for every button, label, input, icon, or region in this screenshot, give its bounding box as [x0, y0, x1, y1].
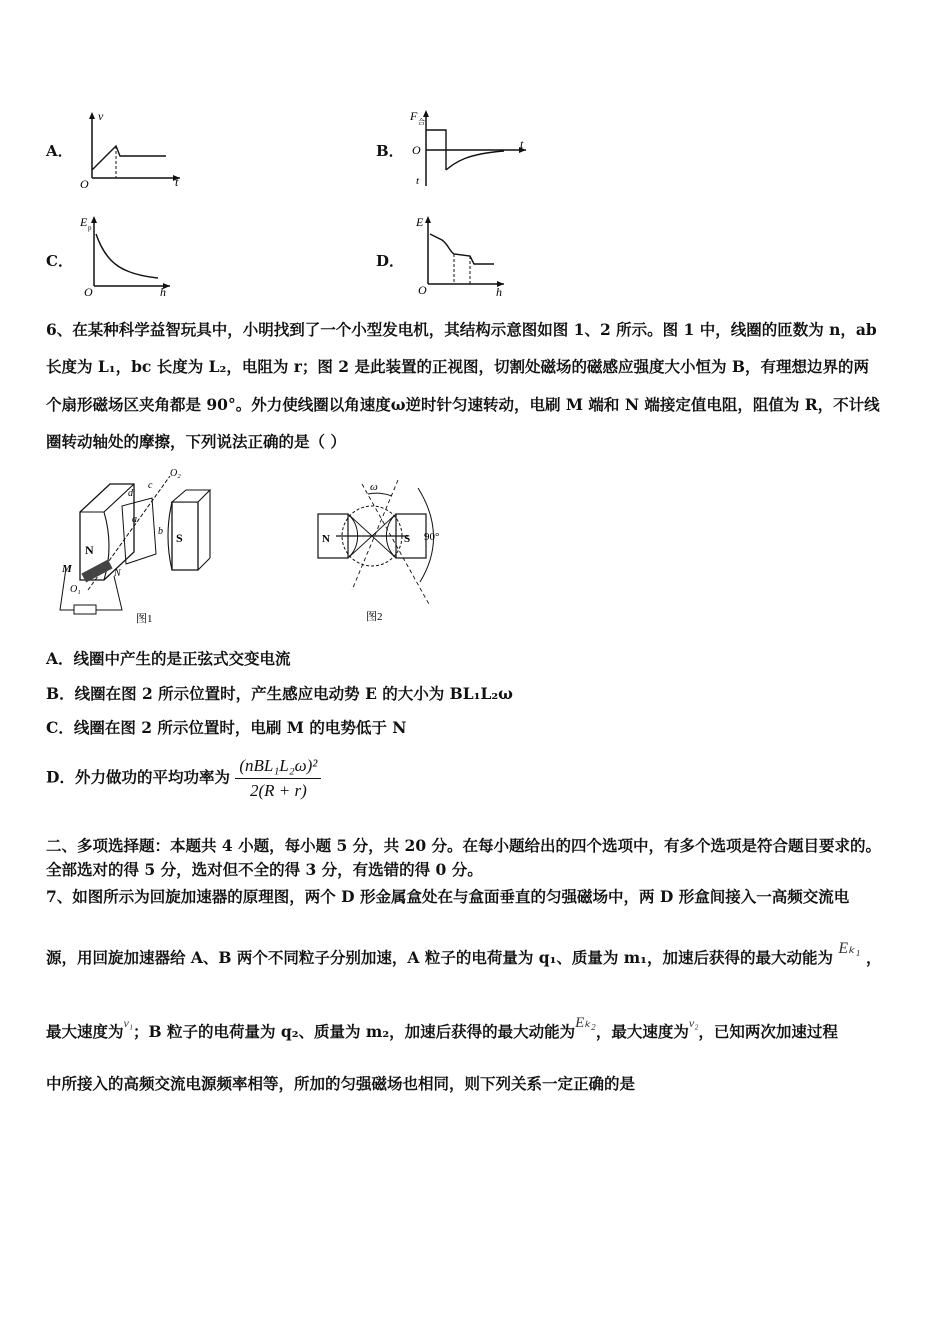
symbol-ek2: Eₖ₂ [575, 1015, 596, 1031]
fig1-caption: 图1 [136, 613, 153, 625]
fig2-caption: 图2 [366, 611, 383, 623]
graph-b-force-time [404, 106, 534, 190]
graph-a-velocity-time [80, 108, 190, 188]
y-axis-arrow [89, 112, 95, 119]
y-label-sub: 合 [418, 118, 425, 126]
label-a: a [132, 514, 137, 525]
q6-line-3: 个扇形磁场区夹角都是 90°。外力使线圈以角速度ω逆时针匀速转动，电刷 M 端和 N 端接定值电阻，阻值为 R，不计线 [46, 395, 880, 414]
resistor [74, 605, 96, 614]
origin-label: O [418, 283, 427, 297]
label-omega: ω [370, 481, 378, 493]
graph-c-potential-height [80, 212, 180, 296]
q6-option-c: C．线圈在图 2 所示位置时，电刷 M 的电势低于 N [46, 718, 407, 737]
option-d-label: D． [376, 252, 405, 270]
q7-line-3-c: ，最大速度为 [595, 1022, 689, 1041]
q6-option-a: A．线圈中产生的是正弦式交变电流 [46, 649, 291, 668]
figure-1-generator [52, 462, 222, 630]
power-formula [235, 756, 321, 801]
graph-d-energy-height [412, 212, 512, 300]
neg-label: t [416, 175, 420, 187]
y-label-sub: p [88, 224, 92, 232]
q6-option-b: B．线圈在图 2 所示位置时，产生感应电动势 E 的大小为 BL₁L₂ω [46, 684, 513, 703]
q7-line-2-text: 源，用回旋加速器给 A、B 两个不同粒子分别加速，A 粒子的电荷量为 q₁、质量为 m₁，加速后获得的最大动能为 [46, 948, 833, 967]
label-n: N [85, 543, 94, 557]
curve [96, 234, 158, 278]
q7-line-3 [46, 1015, 838, 1043]
section2-line-2: 全部选对的得 5 分，选对但不全的得 3 分，有选错的得 0 分。 [46, 860, 483, 879]
q7-line-2-comma: ， [865, 948, 882, 967]
option-b-label: B． [376, 142, 404, 160]
option-a-label: A． [46, 142, 73, 160]
label-angle: 90° [424, 531, 440, 543]
label-m: M [62, 563, 72, 575]
power-formula-numerator: (nBL₁L₂ω)² [235, 756, 321, 779]
y-axis-arrow [425, 216, 431, 223]
q6-option-d-text: D．外力做功的平均功率为 [46, 767, 230, 787]
origin-label: O [84, 285, 93, 296]
power-formula-denominator: 2(R + r) [249, 781, 307, 800]
q6-line-2: 长度为 L₁，bc 长度为 L₂，电阻为 r；图 2 是此装置的正视图，切割处磁场的磁感应强度大小恒为 B，有理想边界的两 [46, 357, 869, 376]
y-label: v [98, 109, 104, 123]
section2-line-1: 二、多项选择题：本题共 4 小题，每小题 5 分，共 20 分。在每小题给出的四个选项中，有多个选项是符合题目要求的。 [46, 836, 882, 855]
curve [92, 146, 166, 170]
q7-line-2 [46, 940, 882, 969]
option-c-label: C． [46, 252, 73, 270]
y-label: E [416, 215, 424, 229]
label-n: N [322, 533, 330, 545]
y-axis-arrow [423, 110, 429, 117]
origin-label: O [412, 143, 421, 157]
symbol-ek1: Eₖ₁ [838, 940, 861, 957]
y-axis-arrow [91, 216, 97, 223]
label-o2: O₂ [170, 468, 181, 479]
curve-decay [446, 151, 504, 170]
q6-line-4: 圈转动轴处的摩擦，下列说法正确的是（ ） [46, 432, 346, 451]
label-o1: O₁ [70, 584, 81, 595]
q7-line-3-d: ，已知两次加速过程 [698, 1022, 838, 1041]
label-nn: N [114, 568, 121, 579]
q6-line-1: 6、在某种科学益智玩具中，小明找到了一个小型发电机，其结构示意图如图 1、2 所示。图 1 中，线圈的匝数为 n，ab [46, 320, 877, 339]
symbol-v2: v₂ [688, 1016, 699, 1030]
x-label: t [520, 137, 524, 151]
figure-2-front-view [312, 470, 462, 630]
x-label: h [496, 285, 502, 299]
y-label: F [410, 109, 418, 123]
label-c: c [148, 480, 153, 491]
omega-arrow [368, 493, 392, 496]
x-label: h [160, 285, 166, 296]
label-b: b [158, 526, 163, 537]
y-label: E [80, 215, 88, 229]
origin-label: O [80, 177, 89, 188]
q7-line-1: 7、如图所示为回旋加速器的原理图，两个 D 形金属盒处在与盒面垂直的匀强磁场中，两 D 形盒间接入一高频交流电 [46, 887, 850, 906]
q7-line-3-a: 最大速度为 [46, 1022, 124, 1041]
label-s: S [404, 533, 411, 545]
symbol-v1: v₁ [123, 1016, 134, 1030]
q7-line-4: 中所接入的高频交流电源频率相等，所加的匀强磁场也相同，则下列关系一定正确的是 [46, 1074, 636, 1093]
q7-line-3-b: ；B 粒子的电荷量为 q₂、质量为 m₂，加速后获得的最大动能为 [133, 1022, 576, 1041]
x-label: t [175, 175, 179, 188]
q6-option-d [46, 756, 321, 801]
label-d: d [128, 488, 133, 499]
curve [430, 234, 494, 264]
label-s: S [176, 531, 183, 545]
